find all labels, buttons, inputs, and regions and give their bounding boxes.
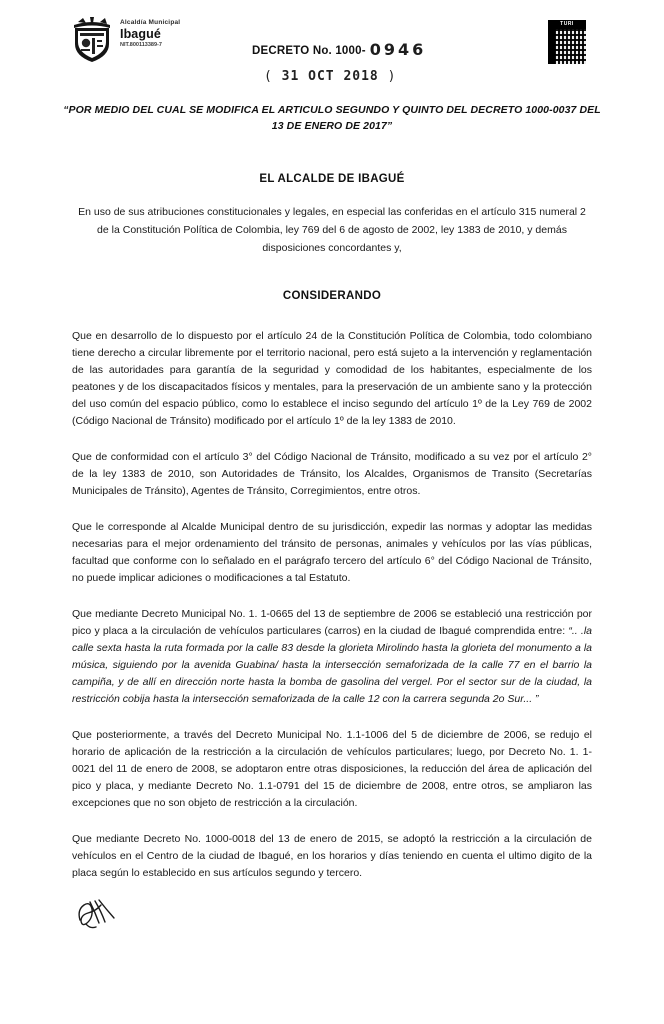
considering-heading: CONSIDERANDO xyxy=(282,289,382,302)
decree-label: DECRETO No. 1000- xyxy=(252,45,366,57)
quoted-boundary-text: “.. .la calle sexta hasta la ruta formada por la calle 83 desde la glorieta Mirolindo hasta la glorieta del monumento a la música, siguiendo por la avenida Guabina/ hasta la intersección semaforizada de la calle 77 en el barrio la campiña, y de allí en dirección norte hasta la bomba de gasolina del vergel. Por el sector sur de la ciudad, la restricción cobija hasta la intersección semaforizada de la calle 12 con la carrera segunda 2o Sur... ” xyxy=(72,624,592,705)
decree-identifier-block xyxy=(252,40,512,84)
coat-of-arms-icon xyxy=(70,16,114,64)
letterhead xyxy=(70,16,180,64)
paragraph: Que en desarrollo de lo dispuesto por el artículo 24 de la Constitución Política de Colombia, todo colombiano tiene derecho a circular libremente por el territorio nacional, pero está sujeto a la intervención y reglamentación de las autoridades para garantía de la seguridad y comodidad de los habitantes, especialmente de los peatones y de los discapacitados físicos y mentales, para la preservación de un ambiente sano y la protección del uso común del espacio público, como lo establece el inciso segundo del artículo 1º de la Ley 769 de 2002 (Código Nacional de Tránsito) modificado por el artículo 1º de la ley 1383 de 2010. xyxy=(72,329,592,427)
letterhead-city: Ibagué xyxy=(120,26,161,41)
decree-number: 0946 xyxy=(369,40,427,59)
paragraph: Que posteriormente, a través del Decreto Municipal No. 1.1-1006 del 5 de diciembre de 2006, se redujo el horario de aplicación de la restricción a la circulación de vehículos particulares; luego, por Decreto No. 1. 1-0021 del 11 de enero de 2008, se adoptaron entre otras disposiciones, la reducción del área de aplicación del pico y placa, y mediante Decreto No. 1.1-0791 del 15 de diciembre de 2008, entre otros, se ampliaron las excepciones que no son objeto de restricción a la circulación. xyxy=(72,728,592,809)
paragraph-lead: Que mediante Decreto Municipal No. 1. 1-0665 del 13 de septiembre de 2006 se estableció una restricción por pico y placa a la circulación de vehículos particulares (carros) en la ciudad de Ibagué comprendida entre: xyxy=(72,607,592,637)
letterhead-nit: NIT.800113389-7 xyxy=(120,41,162,48)
paragraph: Que de conformidad con el artículo 3° del Código Nacional de Tránsito, modificado a su vez por el artículo 2° de la ley 1383 de 2010, son Autoridades de Tránsito, los Alcaldes, Organismos de Transito (Secretarías Municipales de Tránsito), Agentes de Tránsito, Corregimientos, entre otros. xyxy=(72,450,592,497)
decree-date: 31 OCT 2018 xyxy=(281,69,379,84)
document-header xyxy=(0,0,664,96)
stamp-label: TURI xyxy=(548,20,586,29)
paragraph-with-quote xyxy=(72,606,592,708)
preamble-text: En uso de sus atribuciones constitucionales y legales, en especial las conferidas en el artículo 315 numeral 2 de la Constitución Política de Colombia, ley 769 del 6 de agosto de 2002, ley 1383 de 2010, y demás disposiciones concordantes y, xyxy=(78,205,586,255)
paragraph: Que mediante Decreto No. 1000-0018 del 13 de enero de 2015, se adoptó la restricción a la circulación de vehículos en el Centro de la ciudad de Ibagué, en los horarios y días teniendo en cuenta el ultimo digito de la placa según lo establecido en sus artículos segundo y tercero. xyxy=(72,832,592,879)
decree-date-open-paren: ( xyxy=(264,69,273,84)
handwritten-initials-signature xyxy=(74,896,130,936)
document-body xyxy=(72,328,592,882)
authority-heading: EL ALCALDE DE IBAGUÉ xyxy=(259,172,405,185)
registration-stamp-icon xyxy=(548,20,586,64)
decree-date-close-paren: ) xyxy=(387,69,397,84)
page-title: “POR MEDIO DEL CUAL SE MODIFICA EL ARTICULO SEGUNDO Y QUINTO DEL DECRETO 1000-0037 DEL 13 DE ENERO DE 2017” xyxy=(63,104,601,133)
letterhead-entity-line: Alcaldía Municipal xyxy=(120,19,181,26)
paragraph: Que le corresponde al Alcalde Municipal dentro de su jurisdicción, expedir las normas y adoptar las medidas necesarias para el mejor ordenamiento del tránsito de personas, animales y vehículos por las vías públicas, facultad que conforme con lo señalado en el parágrafo tercero del artículo 6° del Código Nacional de Tránsito, no puede implicar adiciones o modificaciones a tal Estatuto. xyxy=(72,520,592,584)
